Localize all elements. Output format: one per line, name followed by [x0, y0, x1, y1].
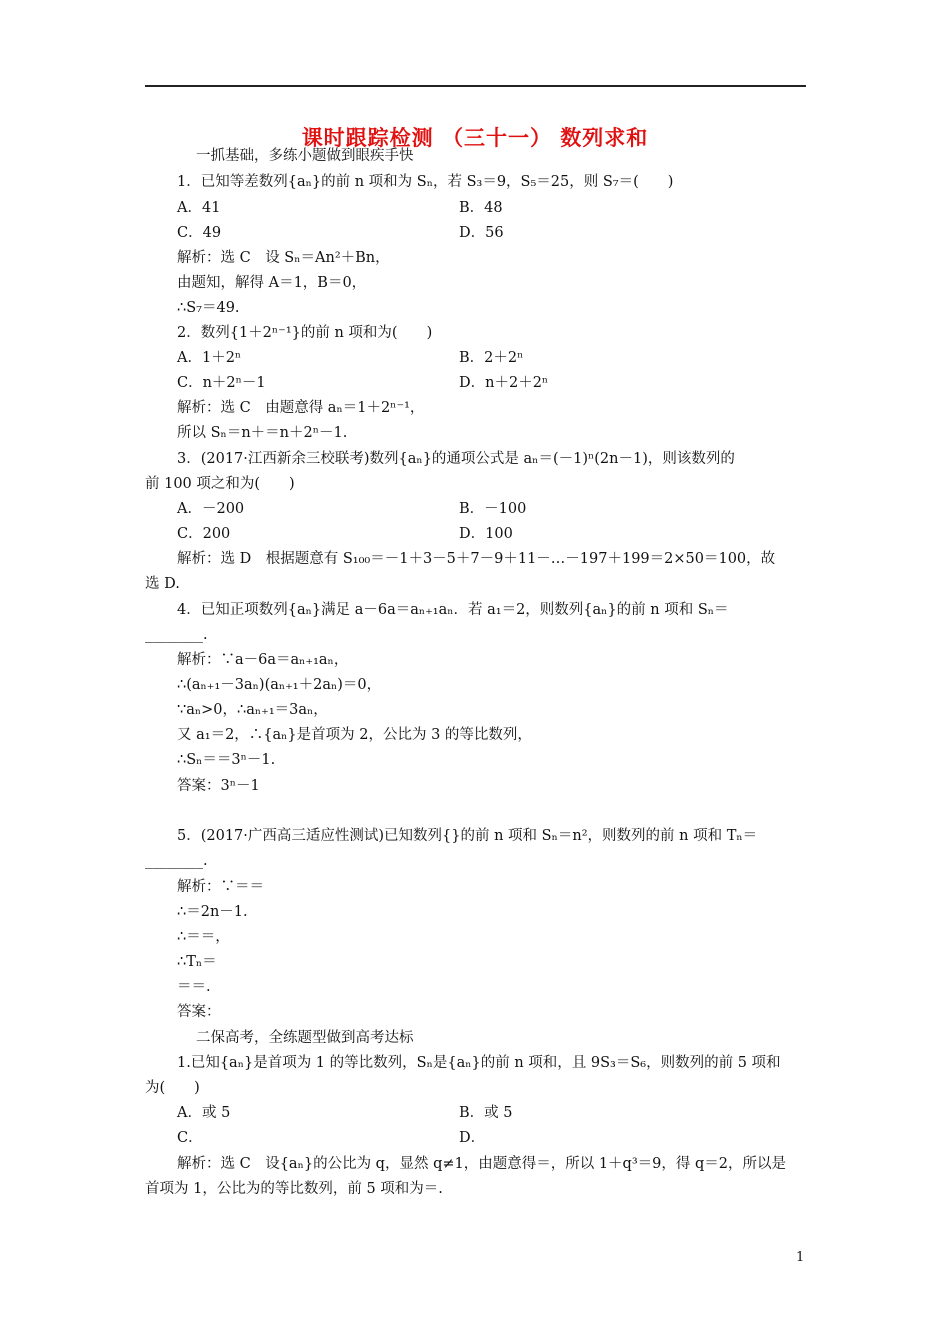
q4-solution-line-3: ∵aₙ>0，∴aₙ₊₁＝3aₙ， — [177, 702, 328, 718]
exam-q1-option-d: D． — [459, 1130, 486, 1146]
question-5-blank: ________. — [145, 853, 208, 869]
q2-solution-line-2: 所以 Sₙ＝n＋＝n＋2ⁿ－1. — [177, 425, 348, 441]
section-heading-exam: 二保高考，全练题型做到高考达标 — [196, 1030, 414, 1046]
q4-solution-line-5: ∴Sₙ＝＝3ⁿ－1. — [177, 752, 276, 768]
question-3-stem-line-1: 3．(2017·江西新余三校联考)数列{aₙ}的通项公式是 aₙ＝(－1)ⁿ(2n－1)，则该数列的 — [177, 451, 735, 467]
q1-option-d: D．56 — [459, 225, 504, 241]
q2-solution-line-1: 解析：选 C 由题意得 aₙ＝1＋2ⁿ⁻¹， — [177, 400, 425, 416]
q1-option-b: B．48 — [459, 200, 503, 216]
q5-solution-line-4: ∴Tₙ＝ — [177, 954, 217, 970]
exam-q1-option-c: C． — [177, 1130, 203, 1146]
q1-solution-line-3: ∴S₇＝49. — [177, 300, 240, 316]
question-4-blank: ________. — [145, 627, 208, 643]
q4-solution-line-4: 又 a₁＝2，∴{aₙ}是首项为 2，公比为 3 的等比数列， — [177, 727, 532, 743]
q3-solution-line-1: 解析：选 D 根据题意有 S₁₀₀＝－1＋3－5＋7－9＋11－…－197＋199＝2×50＝100，故 — [177, 551, 776, 567]
question-1-stem: 1．已知等差数列{aₙ}的前 n 项和为 Sₙ，若 S₃＝9，S₅＝25，则 S₇＝( ) — [177, 174, 674, 190]
exam-question-1-stem-line-1: 1.已知{aₙ}是首项为 1 的等比数列，Sₙ是{aₙ}的前 n 项和，且 9S₃＝S₆，则数列的前 5 项和 — [177, 1055, 781, 1071]
q3-option-b: B．－100 — [459, 501, 527, 517]
q5-answer: 答案： — [177, 1004, 221, 1020]
q1-option-c: C．49 — [177, 225, 222, 241]
q1-solution-line-1: 解析：选 C 设 Sₙ＝An²＋Bn， — [177, 250, 390, 266]
exam-q1-solution-line-2: 首项为 1，公比为的等比数列，前 5 项和为＝. — [145, 1181, 443, 1197]
q1-solution-line-2: 由题知，解得 A＝1，B＝0， — [177, 275, 367, 291]
exam-question-1-stem-line-2: 为( ) — [145, 1080, 200, 1096]
q5-solution-line-3: ∴＝＝， — [177, 929, 230, 945]
q2-option-c: C．n＋2ⁿ－1 — [177, 375, 266, 391]
q3-option-a: A．－200 — [177, 501, 245, 517]
q3-option-d: D．100 — [459, 526, 513, 542]
q4-solution-line-1: 解析：∵a－6a＝aₙ₊₁aₙ， — [177, 652, 349, 668]
question-2-stem: 2．数列{1＋2ⁿ⁻¹}的前 n 项和为( ) — [177, 325, 433, 341]
exam-q1-solution-line-1: 解析：选 C 设{aₙ}的公比为 q，显然 q≠1，由题意得＝，所以 1＋q³＝9，得 q＝2，所以是 — [177, 1156, 786, 1172]
q5-solution-line-5: ＝＝. — [177, 979, 211, 995]
exam-q1-option-a: A．或 5 — [177, 1105, 231, 1121]
q4-answer: 答案：3ⁿ－1 — [177, 778, 260, 794]
q4-solution-line-2: ∴(aₙ₊₁－3aₙ)(aₙ₊₁＋2aₙ)＝0， — [177, 677, 382, 693]
q3-solution-line-2: 选 D. — [145, 576, 180, 592]
page-title: 课时跟踪检测 （三十一） 数列求和 — [301, 126, 649, 150]
q5-solution-line-1: 解析：∵＝＝ — [177, 879, 264, 895]
q5-solution-line-2: ∴＝2n－1. — [177, 904, 248, 920]
question-5-stem-line-1: 5．(2017·广西高三适应性测试)已知数列{}的前 n 项和 Sₙ＝n²，则数列的前 n 项和 Tₙ＝ — [177, 828, 758, 844]
section-heading-basic: 一抓基础，多练小题做到眼疾手快 — [196, 148, 414, 164]
q2-option-b: B．2＋2ⁿ — [459, 350, 524, 366]
q3-option-c: C．200 — [177, 526, 231, 542]
page-number: 1 — [796, 1250, 805, 1265]
question-3-stem-line-2: 前 100 项之和为( ) — [145, 476, 295, 492]
question-4-stem-line-1: 4．已知正项数列{aₙ}满足 a－6a＝aₙ₊₁aₙ．若 a₁＝2，则数列{aₙ}的前 n 项和 Sₙ＝ — [177, 602, 729, 618]
q1-option-a: A．41 — [177, 200, 221, 216]
q2-option-d: D．n＋2＋2ⁿ — [459, 375, 549, 391]
exam-q1-option-b: B．或 5 — [459, 1105, 513, 1121]
header-rule — [145, 85, 806, 87]
q2-option-a: A．1＋2ⁿ — [177, 350, 242, 366]
